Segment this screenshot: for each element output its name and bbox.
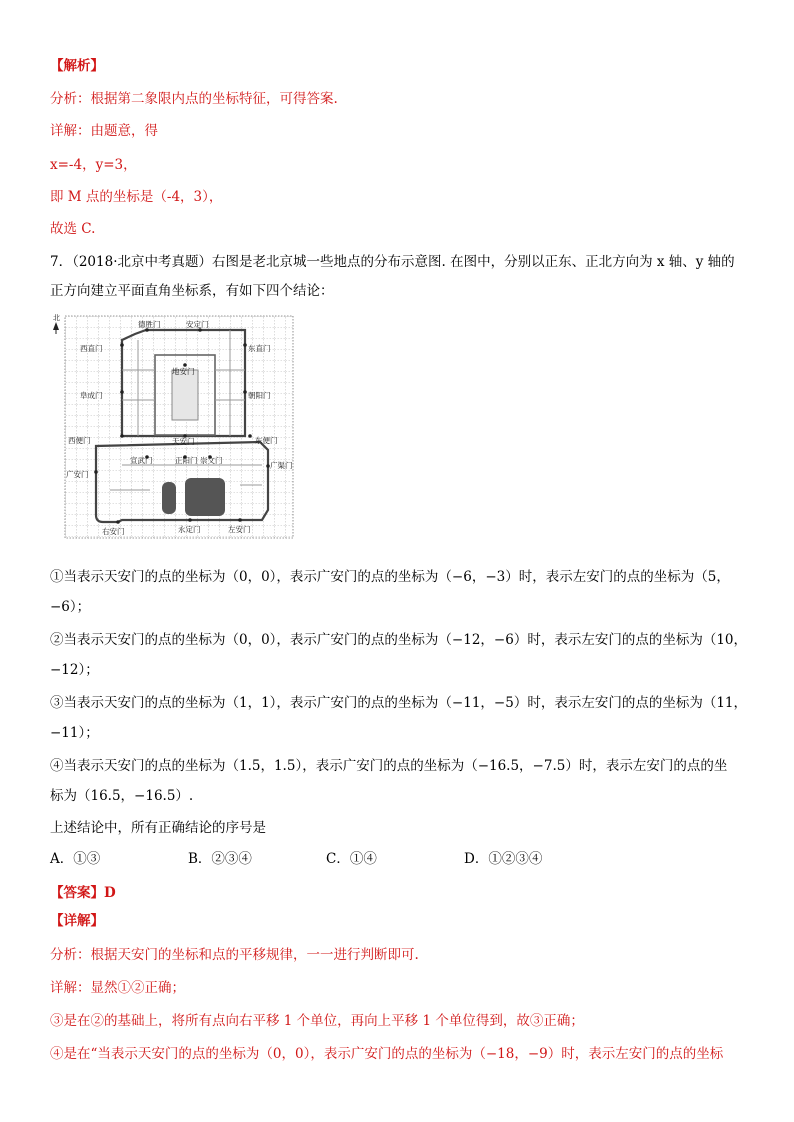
conclusion-3: ③当表示天安门的点的坐标为（1，1），表示广安门的点的坐标为（−11，−5）时，表示左安门的点的坐标为（11， [50,695,747,711]
analysis-line: 分析：根据第二象限内点的坐标特征，可得答案. [50,91,338,107]
gate-label: 左安门 [228,525,251,534]
answer-label: 【答案】D [50,885,116,901]
gate-label: 朝阳门 [248,391,271,400]
temple-block [162,482,176,514]
conclusion-2-cont: −12）； [50,662,99,678]
gate-label: 右安门 [102,527,125,536]
gate-label: 地安门 [172,367,195,376]
forbidden-city [172,370,198,420]
detail-line: 详解：显然①②正确； [50,980,185,996]
choice-d: D．①②③④ [464,851,543,867]
gate-label: 德胜门 [138,320,161,329]
gate-label: 天安门 [172,437,195,446]
question-stem: 7．（2018·北京中考真题）右图是老北京城一些地点的分布示意图. 在图中，分别以正东、正北方向为 x 轴、y 轴的 [50,254,735,270]
detail-heading: 【详解】 [50,913,104,929]
gate-label: 广渠门 [270,461,293,470]
conclusion-1: ①当表示天安门的点的坐标为（0，0），表示广安门的点的坐标为（−6，−3）时，表示左安门的点的坐标为（5， [50,569,730,585]
gate-label: 崇文门 [200,456,223,465]
conclusion-1-cont: −6）； [50,599,91,615]
beijing-map-figure [50,310,296,542]
north-label: 北 [53,314,60,322]
gate-label: 宣武门 [130,456,153,465]
choice-a: A．①③ [50,851,101,867]
gate-label: 东直门 [248,344,271,353]
conclusion-2: ②当表示天安门的点的坐标为（0，0），表示广安门的点的坐标为（−12，−6）时，表示左安门的点的坐标为（10， [50,632,747,648]
analysis-heading: 【解析】 [50,58,104,74]
north-arrow-icon [53,322,59,330]
question-ask: 上述结论中，所有正确结论的序号是 [50,820,266,836]
detail-line: ④是在“当表示天安门的点的坐标为（0，0），表示广安门的点的坐标为（−18，−9）时，表示左安门的点的坐标 [50,1046,724,1062]
gate-label: 正阳门 [175,456,198,465]
detail-line: ③是在②的基础上，将所有点向右平移 1 个单位，再向上平移 1 个单位得到，故③正确； [50,1013,584,1029]
temple-block [185,478,225,516]
choice-b: B．②③④ [188,851,252,867]
question-stem: 正方向建立平面直角坐标系，有如下四个结论： [50,283,334,299]
gate-label: 安定门 [186,320,209,329]
analysis-line: x=-4，y=3， [50,157,137,173]
analysis-line: 详解：由题意，得 [50,123,158,139]
gate-label: 阜成门 [80,391,103,400]
conclusion-4: ④当表示天安门的点的坐标为（1.5，1.5），表示广安门的点的坐标为（−16.5，−7.5）时，表示左安门的点的坐 [50,758,728,774]
detail-line: 分析：根据天安门的坐标和点的平移规律，一一进行判断即可. [50,947,419,963]
gate-label: 西便门 [68,436,91,445]
conclusion-3-cont: −11）； [50,725,99,741]
choice-c: C．①④ [326,851,377,867]
conclusion-4-cont: 标为（16.5，−16.5）. [50,788,194,804]
gate-label: 广安门 [66,470,89,479]
analysis-line: 故选 C. [50,221,96,237]
gate-label: 永定门 [178,525,201,534]
gate-label: 西直门 [80,344,103,353]
gate-label: 东便门 [255,436,278,445]
analysis-line: 即 M 点的坐标是（-4，3）， [50,189,223,205]
